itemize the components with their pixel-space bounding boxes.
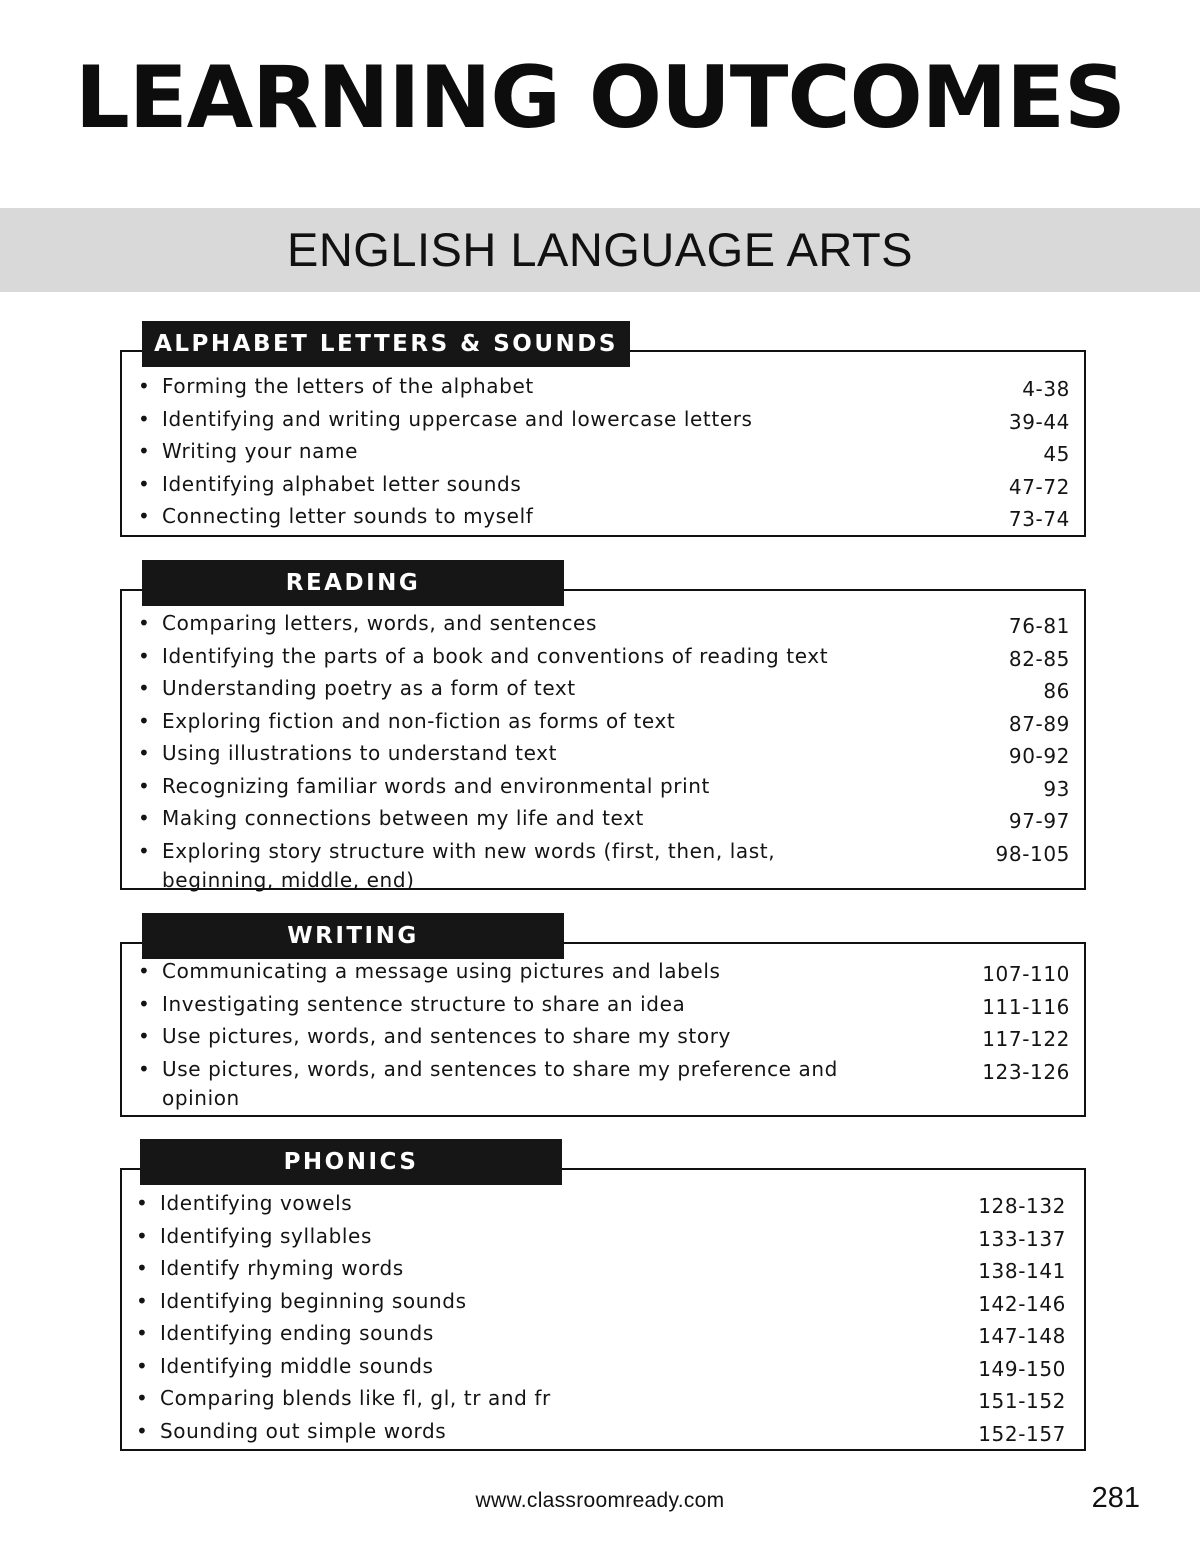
outcome-item: • Identifying vowels 128-132 (156, 1189, 1066, 1222)
section-heading-reading: READING (142, 560, 564, 606)
outcome-item: • Exploring fiction and non-fiction as forms of text 87-89 (158, 707, 1070, 740)
section-phonics (120, 1139, 1086, 1451)
outcome-item: • Communicating a message using pictures and labels 107-110 (158, 957, 1070, 990)
page-range: 39-44 (1008, 409, 1070, 434)
bullet-icon: • (138, 676, 151, 700)
section-heading-writing: WRITING (142, 913, 564, 959)
outcome-item: • Connecting letter sounds to myself 73-74 (158, 502, 1070, 535)
outcome-list-writing (138, 957, 1070, 1114)
page-range: 117-122 (982, 1027, 1070, 1051)
outcome-item: • Identifying middle sounds 149-150 (156, 1352, 1066, 1385)
bullet-icon: • (138, 1056, 151, 1081)
bullet-icon: • (138, 838, 151, 863)
bullet-icon: • (138, 374, 151, 398)
page-range: 93 (1043, 776, 1070, 801)
outcome-item: • Making connections between my life and text 97-97 (158, 804, 1070, 837)
footer-website-link[interactable]: www.classroomready.com (475, 1489, 725, 1512)
outcome-item: • Use pictures, words, and sentences to share my preference and opinion 123-126 (138, 1056, 1070, 1110)
outcome-item: • Using illustrations to understand text 90-92 (158, 739, 1070, 772)
bullet-icon: • (138, 643, 151, 668)
bullet-icon: • (136, 1191, 149, 1215)
page-range: 86 (1043, 679, 1070, 703)
bullet-icon: • (138, 439, 151, 463)
outcome-item: • Comparing blends like fl, gl, tr and fr 151-152 (156, 1384, 1066, 1417)
bullet-icon: • (138, 611, 151, 635)
section-writing (120, 913, 1086, 1117)
page-range: 87-89 (1008, 711, 1070, 736)
section-heading-alphabet: ALPHABET LETTERS & SOUNDS (142, 321, 630, 367)
page-range: 73-74 (1008, 507, 1070, 531)
bullet-icon: • (138, 806, 151, 830)
outcome-item: • Use pictures, words, and sentences to share my story 117-122 (158, 1022, 1070, 1055)
page-range: 149-150 (978, 1356, 1066, 1381)
outcome-item: • Sounding out simple words 152-157 (156, 1417, 1066, 1450)
outcome-item: • Writing your name 45 (158, 437, 1070, 470)
bullet-icon: • (136, 1223, 149, 1248)
page-range: 4-38 (1022, 377, 1070, 401)
page-range: 133-137 (978, 1226, 1066, 1251)
outcome-list-phonics (136, 1189, 1066, 1449)
outcome-item: • Identifying and writing uppercase and lowercase letters 39-44 (158, 405, 1070, 438)
bullet-icon: • (138, 991, 151, 1016)
section-box-reading (120, 589, 1086, 890)
outcome-item: • Recognizing familiar words and environmental print 93 (158, 772, 1070, 805)
outcome-list-alphabet (138, 372, 1070, 535)
bullet-icon: • (138, 773, 151, 798)
section-reading (120, 560, 1086, 890)
bullet-icon: • (136, 1256, 149, 1280)
page-range: 142-146 (978, 1291, 1066, 1316)
bullet-icon: • (138, 406, 151, 431)
page-range: 138-141 (978, 1259, 1066, 1283)
outcome-item: • Identifying the parts of a book and conventions of reading text 82-85 (158, 642, 1070, 675)
outcome-item: • Understanding poetry as a form of text 86 (158, 674, 1070, 707)
bullet-icon: • (136, 1353, 149, 1378)
page-range: 82-85 (1008, 646, 1070, 671)
page-range: 90-92 (1008, 744, 1070, 768)
bullet-icon: • (138, 741, 151, 765)
page-range: 107-110 (982, 962, 1070, 986)
section-box-writing (120, 942, 1086, 1117)
page-range: 151-152 (978, 1389, 1066, 1413)
section-box-alphabet (120, 350, 1086, 537)
outcome-list-reading (138, 609, 1070, 896)
outcome-item: • Exploring story structure with new words (first, then, last, beginning, middle, end) 98-105 (138, 838, 1070, 892)
outcome-item: • Comparing letters, words, and sentences 76-81 (158, 609, 1070, 642)
subject-title: ENGLISH LANGUAGE ARTS (286, 223, 914, 276)
outcome-item: • Identifying beginning sounds 142-146 (156, 1287, 1066, 1320)
page-range: 98-105 (995, 841, 1070, 866)
page-title: LEARNING OUTCOMES (75, 48, 1125, 148)
section-alphabet (120, 321, 1086, 537)
outcome-item: • Identifying alphabet letter sounds 47-72 (158, 470, 1070, 503)
outcome-item: • Investigating sentence structure to share an idea 111-116 (158, 990, 1070, 1023)
page-number: 281 (1091, 1482, 1140, 1514)
outcome-item: • Identify rhyming words 138-141 (156, 1254, 1066, 1287)
bullet-icon: • (138, 1024, 151, 1048)
outcome-item: • Identifying ending sounds 147-148 (156, 1319, 1066, 1352)
page-range: 111-116 (982, 994, 1070, 1019)
bullet-icon: • (136, 1418, 149, 1443)
page-range: 152-157 (978, 1421, 1066, 1446)
page-range: 45 (1043, 442, 1070, 466)
bullet-icon: • (136, 1386, 149, 1410)
bullet-icon: • (138, 471, 151, 496)
section-heading-phonics: PHONICS (140, 1139, 562, 1185)
bullet-icon: • (138, 504, 151, 528)
page-range: 76-81 (1008, 614, 1070, 638)
bullet-icon: • (138, 959, 151, 983)
page-range: 47-72 (1008, 474, 1070, 499)
page-range: 147-148 (978, 1324, 1066, 1348)
bullet-icon: • (138, 708, 151, 733)
outcome-item: • Identifying syllables 133-137 (156, 1222, 1066, 1255)
bullet-icon: • (136, 1321, 149, 1345)
bullet-icon: • (136, 1288, 149, 1313)
page-range: 123-126 (982, 1059, 1070, 1084)
page-range: 128-132 (978, 1194, 1066, 1218)
section-box-phonics (120, 1168, 1086, 1451)
outcome-item: • Forming the letters of the alphabet 4-38 (158, 372, 1070, 405)
subject-banner (0, 208, 1200, 292)
page-range: 97-97 (1008, 809, 1070, 833)
